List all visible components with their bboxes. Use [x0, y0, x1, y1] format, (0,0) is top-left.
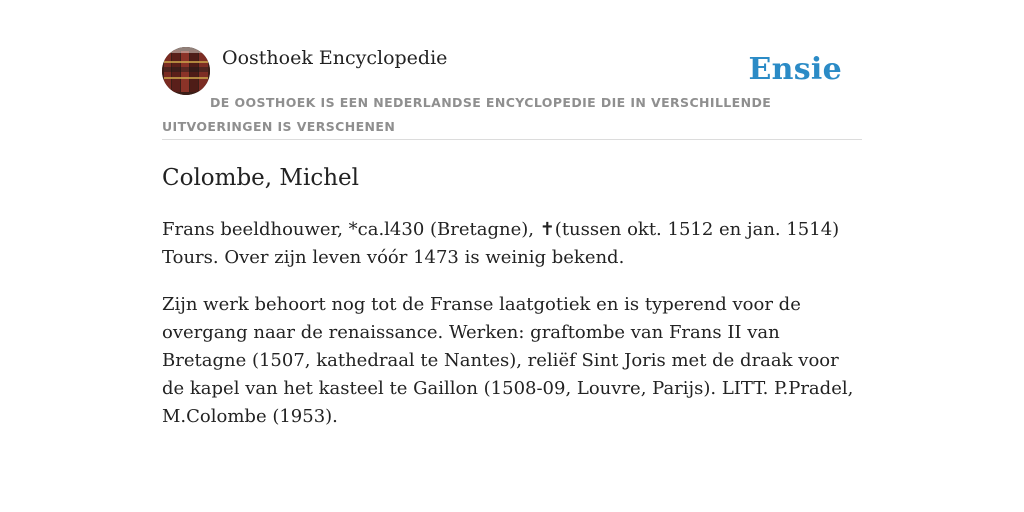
brand-logo-link[interactable]: Ensie — [748, 52, 842, 87]
article-paragraph: Zijn werk behoort nog tot de Franse laatgotiek en is typerend voor de overgang naar de renaissance. Werken: graftombe van Frans II van Bretagne (1507, kathedraal te Nantes), reliëf Sint Joris met de draak voor de kapel van het kasteel te Gaillon (1508-09, Louvre, Parijs). LITT. P.Pradel, M.Colombe (1953). — [162, 294, 854, 427]
site-header — [162, 46, 862, 140]
site-tagline: DE OOSTHOEK IS EEN NEDERLANDSE ENCYCLOPEDIE DIE IN VERSCHILLENDE UITVOERINGEN IS VERSCHENEN — [162, 95, 772, 134]
article-title: Colombe, Michel — [162, 165, 359, 191]
article — [162, 160, 862, 431]
article-paragraph: Frans beeldhouwer, *ca.l430 (Bretagne), ✝(tussen okt. 1512 en jan. 1514) Tours. Over zijn leven vóór 1473 is weinig bekend. — [162, 219, 840, 268]
site-title-link[interactable]: Oosthoek Encyclopedie — [222, 47, 448, 69]
book-spines-avatar-icon[interactable] — [162, 47, 210, 95]
